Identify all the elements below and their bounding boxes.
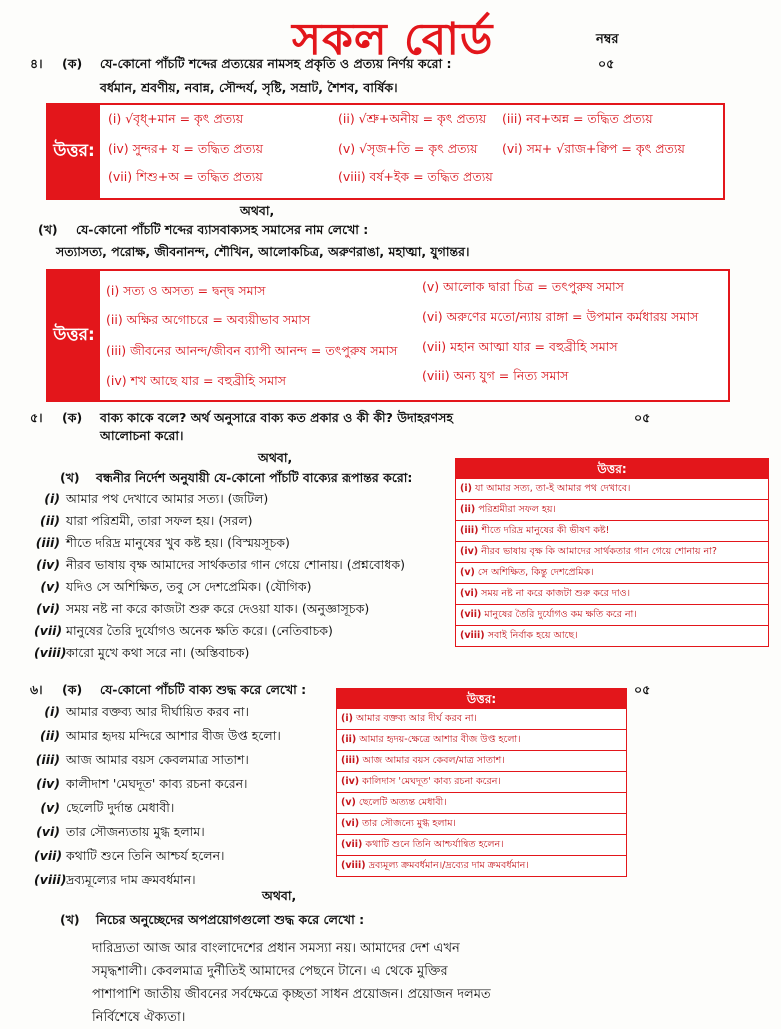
answer-item: (v) √সৃজ+তি = কৃৎ প্রত্যয় (338, 141, 478, 156)
question-4-kha-label: (খ) (38, 222, 58, 237)
question-4-kha-words: সত্যাসত্য, পরোক্ষ, জীবনানন্দ, শৌখিন, আলোকচিত্র, অরুণরাঙা, মহাত্মা, যুগান্তর। (56, 244, 470, 259)
answer-tag: উত্তর: (48, 105, 100, 198)
paragraph (92, 937, 491, 1029)
answer-item: (iv) সুন্দর+ য = তদ্ধিত প্রত্যয় (108, 141, 264, 156)
answer-row: (iii) আজ আমার বয়স কেবল/মাত্র সাতাশ। (337, 750, 626, 771)
question-5-kha-prompt: বন্ধনীর নির্দেশ অনুযায়ী যে-কোনো পাঁচটি বাক্যের রূপান্তর করো: (96, 470, 413, 485)
answer-row: (viii) দ্রব্যমূল্য ক্রমবর্ধমান।/দ্রব্যের দাম ক্রমবর্ধমান। (337, 855, 626, 876)
marks-header: নম্বর (596, 32, 619, 47)
answer-box-4-kha (46, 269, 730, 402)
answer-item: (viii) বর্ষ+ইক = তদ্ধিত প্রত্যয় (338, 169, 493, 184)
question-4-ka-marks: ০৫ (598, 56, 615, 71)
paragraph-line: নির্বিশেষে ঐক্যতা। (92, 1010, 186, 1025)
answer-row: (viii) সবাই নির্বাক হয়ে আছে। (456, 625, 768, 646)
sentence-item: (vi) তার সৌজন্যতায় মুগ্ধ হলাম। (36, 824, 205, 839)
sentence-item: (ii) আমার হৃদয় মন্দিরে আশার বীজ উপ্ত হলো। (40, 728, 281, 743)
sentence-list-5 (34, 491, 405, 667)
answer-item: (ii) অক্ষির অগোচরে = অব্যয়ীভাব সমাস (106, 312, 311, 327)
answer-row: (ii) আমার হৃদয়-ক্ষেত্রে আশার বীজ উপ্ত হলো। (337, 729, 626, 750)
sentence-item: (vi) সময় নষ্ট না করে কাজটা শুরু করে দেওয়া যাক। (অনুজ্ঞাসূচক) (36, 601, 370, 616)
answer-rows (456, 479, 768, 646)
question-6-kha-label: (খ) (60, 912, 80, 927)
answer-row: (iii) শীতে দরিদ্র মানুষের কী ভীষণ কষ্ট! (456, 520, 768, 541)
sentence-list-6 (34, 704, 281, 896)
answer-item: (vi) সম+ √রাজ+ক্বিপ = কৃৎ প্রত্যয় (502, 141, 685, 156)
or-label: অথবা, (240, 203, 275, 218)
question-4-ka-words: বর্ধমান, শ্রবণীয়, নবান্ন, সৌন্দর্য, সৃষ্টি, সম্রাট, শৈশব, বার্ষিক। (100, 80, 398, 95)
answer-row: (ii) পরিশ্রমীরা সফল হয়। (456, 499, 768, 520)
sentence-item: (viii)কারো মুখে কথা সরে না। (অস্তিবাচক) (34, 645, 250, 660)
answer-row: (i) যা আমার সত্য, তা-ই আমার পথ দেখাবে। (460, 483, 631, 494)
sentence-item: (iv) নীরব ভাষায় বৃক্ষ আমাদের সার্থকতার গান গেয়ে শোনায়। (প্রশ্নবোধক) (36, 557, 406, 572)
answer-box-4-ka (46, 103, 725, 200)
question-6-ka-prompt: যে-কোনো পাঁচটি বাক্য শুদ্ধ করে লেখো : (100, 682, 307, 697)
sentence-item: (v) যদিও সে অশিক্ষিত, তবু সে দেশপ্রেমিক। (যৌগিক) (40, 579, 312, 594)
question-5-kha-label: (খ) (60, 470, 80, 485)
answer-item: (iii) নব+অন্ন = তদ্ধিত প্রত্যয় (502, 111, 653, 126)
answer-item: (vii) শিশু+অ = তদ্ধিত প্রত্যয় (108, 169, 263, 184)
answer-item: (viii) অন্য যুগ = নিত্য সমাস (422, 368, 569, 383)
answer-item: (vii) মহান আত্মা যার = বহুব্রীহি সমাস (422, 339, 618, 354)
answer-header: উত্তর: (337, 689, 626, 709)
paragraph-line: পাশাপাশি জাতীয় জীবনের সর্বক্ষেত্রে কৃচ্ছতা সাধন প্রয়োজন। প্রয়োজন দলমত (92, 987, 491, 1002)
or-label: অথবা, (258, 450, 293, 465)
question-6-ka-marks: ০৫ (634, 682, 651, 697)
question-6-ka-label: (ক) (62, 682, 83, 697)
sentence-item: (iii) আজ আমার বয়স কেবলমাত্র সাতাশ। (35, 752, 249, 767)
answer-row: (v) ছেলেটি অত্যন্ত মেধাবী। (337, 792, 626, 813)
question-5-ka-marks: ০৫ (634, 410, 651, 425)
sentence-item: (iv) কালীদাশ 'মেঘদূত' কাব্য রচনা করেন। (36, 776, 248, 791)
answer-item: (i) √বৃধ্+মান = কৃৎ প্রত্যয় (108, 111, 244, 126)
answer-row: (iv) নীরব ভাষায় বৃক্ষ কি আমাদের সার্থকতার গান গেয়ে শোনায় না? (456, 541, 768, 562)
answer-row: (i) আমার বক্তব্য আর দীর্ঘ করব না। (341, 713, 477, 724)
answer-item: (vi) অরুণের মতো/ন্যায় রাঙ্গা = উপমান কর্মধারয় সমাস (422, 309, 699, 324)
answer-item: (i) সত্য ও অসত্য = দ্বন্দ্ব সমাস (106, 283, 266, 298)
question-4-ka-label: (ক) (62, 56, 83, 71)
question-4-ka-prompt: যে-কোনো পাঁচটি শব্দের প্রত্যয়ের নামসহ প্রকৃতি ও প্রত্যয় নির্ণয় করো : (100, 56, 452, 71)
or-label: অথবা, (262, 888, 297, 903)
question-6-kha-prompt: নিচের অনুচ্ছেদের অপপ্রয়োগগুলো শুদ্ধ করে লেখো : (96, 912, 365, 927)
answer-row: (vii) মানুষের তৈরি দুর্যোগও কম ক্ষতি করে না। (456, 604, 768, 625)
answer-box-6-ka (336, 688, 627, 877)
answer-item: (ii) √শ্রু+অনীয় = কৃৎ প্রত্যয় (338, 111, 487, 126)
sentence-item: (i) আমার পথ দেখাবে আমার সত্য। (জটিল) (44, 491, 269, 506)
sentence-item: (iii) শীতে দরিদ্র মানুষের খুব কষ্ট হয়। (বিস্ময়সূচক) (35, 535, 290, 550)
question-4-number: ৪। (30, 56, 43, 71)
question-6-number: ৬। (30, 682, 43, 697)
page-title: সকল বোর্ড (292, 14, 494, 65)
sentence-item: (i) আমার বক্তব্য আর দীর্ঘায়িত করব না। (44, 704, 249, 719)
answer-item: (v) আলোক দ্বারা চিত্র = তৎপুরুষ সমাস (422, 279, 624, 294)
paragraph-line: সমৃদ্ধশালী। কেবলমাত্র দুর্নীতিই আমাদের পেছনে টানে। এ থেকে মুক্তির (92, 964, 448, 979)
answer-rows (337, 709, 626, 876)
question-5-ka-label: (ক) (62, 410, 83, 425)
answer-row: (iv) কালিদাস 'মেঘদূত' কাব্য রচনা করেন। (337, 771, 626, 792)
question-4-kha-prompt: যে-কোনো পাঁচটি শব্দের ব্যাসবাক্যসহ সমাসের নাম লেখো : (76, 222, 369, 237)
sentence-item: (viii)দ্রব্যমূল্যের দাম ক্রমবর্ধমান। (34, 872, 196, 887)
answer-row: (vi) সময় নষ্ট না করে কাজটা শুরু করে দাও। (456, 583, 768, 604)
sentence-item: (v) ছেলেটি দুর্দান্ত মেধাবী। (40, 800, 175, 815)
sentence-item: (ii) যারা পরিশ্রমী, তারা সফল হয়। (সরল) (40, 513, 253, 528)
answer-row: (vi) তার সৌজন্যে মুগ্ধ হলাম। (337, 813, 626, 834)
answer-row: (v) সে অশিক্ষিত, কিন্তু দেশপ্রেমিক। (456, 562, 768, 583)
answer-row: (vii) কথাটি শুনে তিনি আশ্চর্যান্বিত হলেন। (337, 834, 626, 855)
answer-box-5-kha (455, 458, 769, 647)
answer-item: (iv) শখ আছে যার = বহুব্রীহি সমাস (106, 373, 287, 388)
sentence-item: (vii) কথাটি শুনে তিনি আশ্চর্য হলেন। (34, 848, 225, 863)
answer-item: (iii) জীবনের আনন্দ/জীবন ব্যাপী আনন্দ = তৎপুরুষ সমাস (106, 343, 398, 358)
paragraph-line: দারিদ্র্যতা আজ আর বাংলাদেশের প্রধান সমস্যা নয়। আমাদের দেশ এখন (92, 941, 460, 956)
sentence-item: (vii) মানুষের তৈরি দুর্যোগও অনেক ক্ষতি করে। (নেতিবাচক) (34, 623, 333, 638)
question-5-number: ৫। (30, 410, 43, 425)
answer-tag: উত্তর: (48, 271, 100, 400)
answer-header: উত্তর: (456, 459, 768, 479)
question-5-ka-prompt: বাক্য কাকে বলে? অর্থ অনুসারে বাক্য কত প্রকার ও কী কী? উদাহরণসহ (100, 410, 453, 425)
question-5-ka-prompt-cont: আলোচনা করো। (100, 428, 184, 443)
